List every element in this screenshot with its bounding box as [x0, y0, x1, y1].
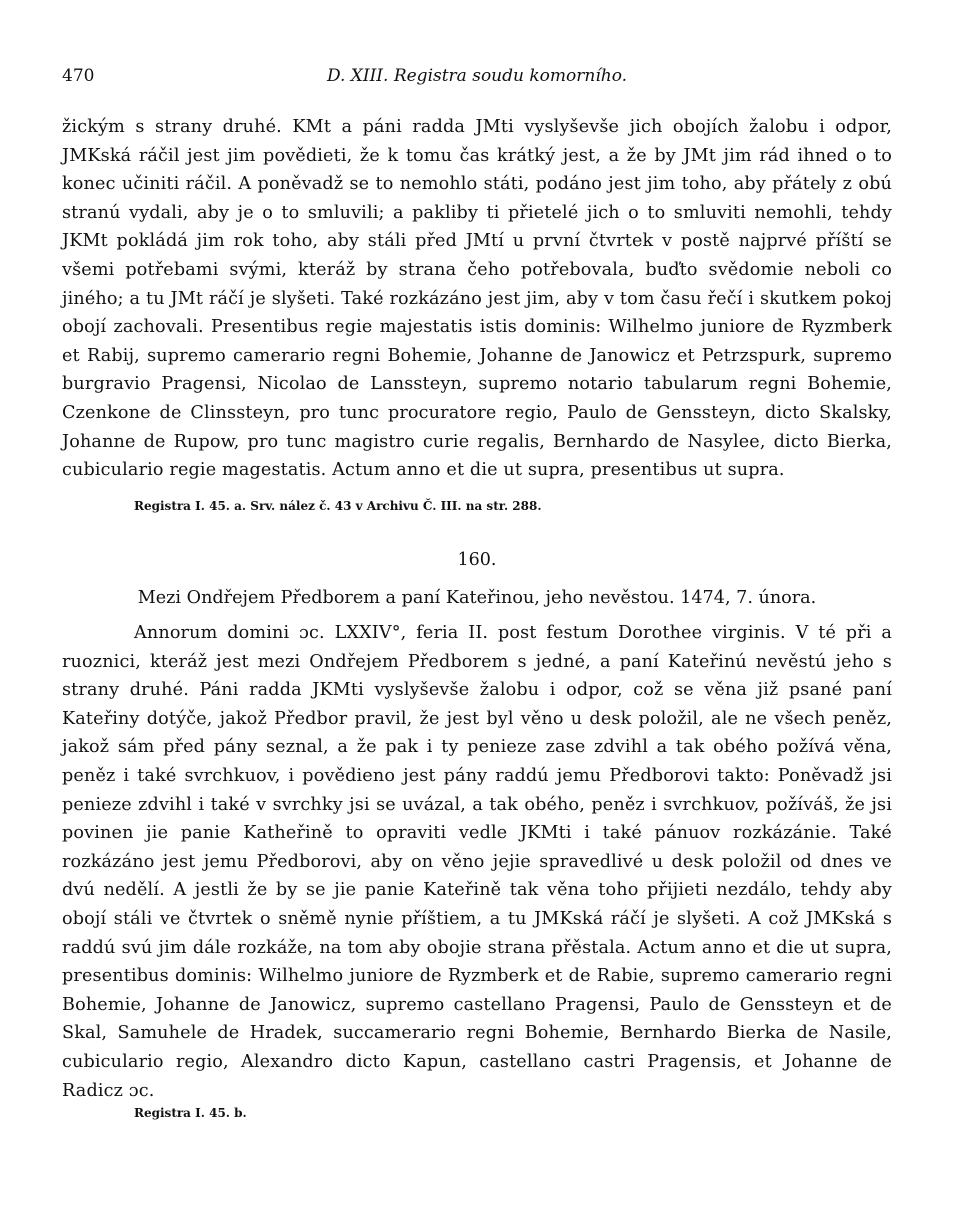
- source-note-entry-160: Registra I. 45. b.: [134, 1106, 247, 1120]
- entry-summary: Mezi Ondřejem Předborem a paní Kateřinou, jeho nevěstou. 1474, 7. února.: [137, 588, 817, 608]
- book-page: [62, 0, 892, 1208]
- source-note: Registra I. 45. a. Srv. nález č. 43 v Archivu Č. III. na str. 288.: [134, 499, 542, 513]
- entry-body-paragraph: Annorum domini ɔc. LXXIV°, feria II. post festum Dorothee virginis. V té při a ruoznici, kteráž jest mezi Ondřejem Předborem s jedné, a paní Kateřinú nevěstú jeho s strany druhé. Páni radda JKMti vyslyševše žalobu i odpor, což se věna již psané paní Kateřiny dotýče, jakož Předbor pravil, že jest byl věno u desk položil, ale ne všech peněz, jakož sám před pány seznal, a že pak i ty penieze zase zdvihl a tak obého požívá věna, peněz i také svrchkuov, i povědieno jest pány raddú jemu Předborovi takto: Poněvadž jsi penieze zdvihl i také v svrchky jsi se uvázal, a tak obého, peněz i svrchkuov, požíváš, že jsi povinen jie panie Katheřině to opraviti vedle JKMti i také pánuov rozkázánie. Také rozkázáno jest jemu Předborovi, aby on věno jejie spravedlivé u desk položil od dnes ve dvú nedělí. A jestli že by se jie panie Kateřině tak věna toho přijieti nezdálo, tehdy aby obojí stáli ve čtvrtek o sněmě nynie příštiem, a tu JMKská ráčí je slyšeti. A což JMKská s raddú svú jim dále rozkáže, na tom aby obojie strana přěstala. Actum anno et die ut supra, presentibus dominis: Wilhelmo juniore de Ryzmberk et de Rabie, supremo camerario regni Bohemie, Johanne de Janowicz, supremo castellano Pragensi, Paulo de Genssteyn et de Skal, Samuhele de Hradek, succamerario regni Bohemie, Bernhardo Bierka de Nasile, cubiculario regio, Alexandro dicto Kapun, castellano castri Pragensis, et Johanne de Radicz ɔc.: [62, 623, 892, 1101]
- running-title: D. XIII. Registra soudu komorního.: [326, 66, 628, 86]
- entry-number: 160.: [457, 550, 497, 570]
- page-number: 470: [62, 66, 95, 86]
- running-head: [62, 66, 892, 90]
- paragraph-continuation: žickým s strany druhé. KMt a páni radda JMti vyslyševše jich obojích žalobu i odpor, JMKská ráčil jest jim povědieti, že k tomu čas krátký jest, a že by JMt jim rád ihned o to konec učiniti ráčil. A poněvadž se to nemohlo státi, podáno jest jim toho, aby přátely z obú stranú vydali, aby je o to smluvili; a pakliby ti přietelé jich o to smluviti nemohli, tehdy JKMt pokládá jim rok toho, aby stáli před JMtí u první čtvrtek v postě najprvé příští se všemi potřebami svými, kteráž by strana čeho potřebovala, buďto svědomie neboli co jiného; a tu JMt ráčí je slyšeti. Také rozkázáno jest jim, aby v tom času řečí i skutkem pokoj obojí zachovali. Presentibus regie majestatis istis dominis: Wilhelmo juniore de Ryzmberk et Rabij, supremo camerario regni Bohemie, Johanne de Janowicz et Petrzspurk, supremo burgravio Pragensi, Nicolao de Lanssteyn, supremo notario tabularum regni Bohemie, Czenkone de Clinssteyn, pro tunc procuratore regio, Paulo de Genssteyn, dicto Skalsky, Johanne de Rupow, pro tunc magistro curie regalis, Bernhardo de Nasylee, dicto Bierka, cubiculario regie magestatis. Actum anno et die ut supra, presentibus ut supra.: [62, 117, 892, 481]
